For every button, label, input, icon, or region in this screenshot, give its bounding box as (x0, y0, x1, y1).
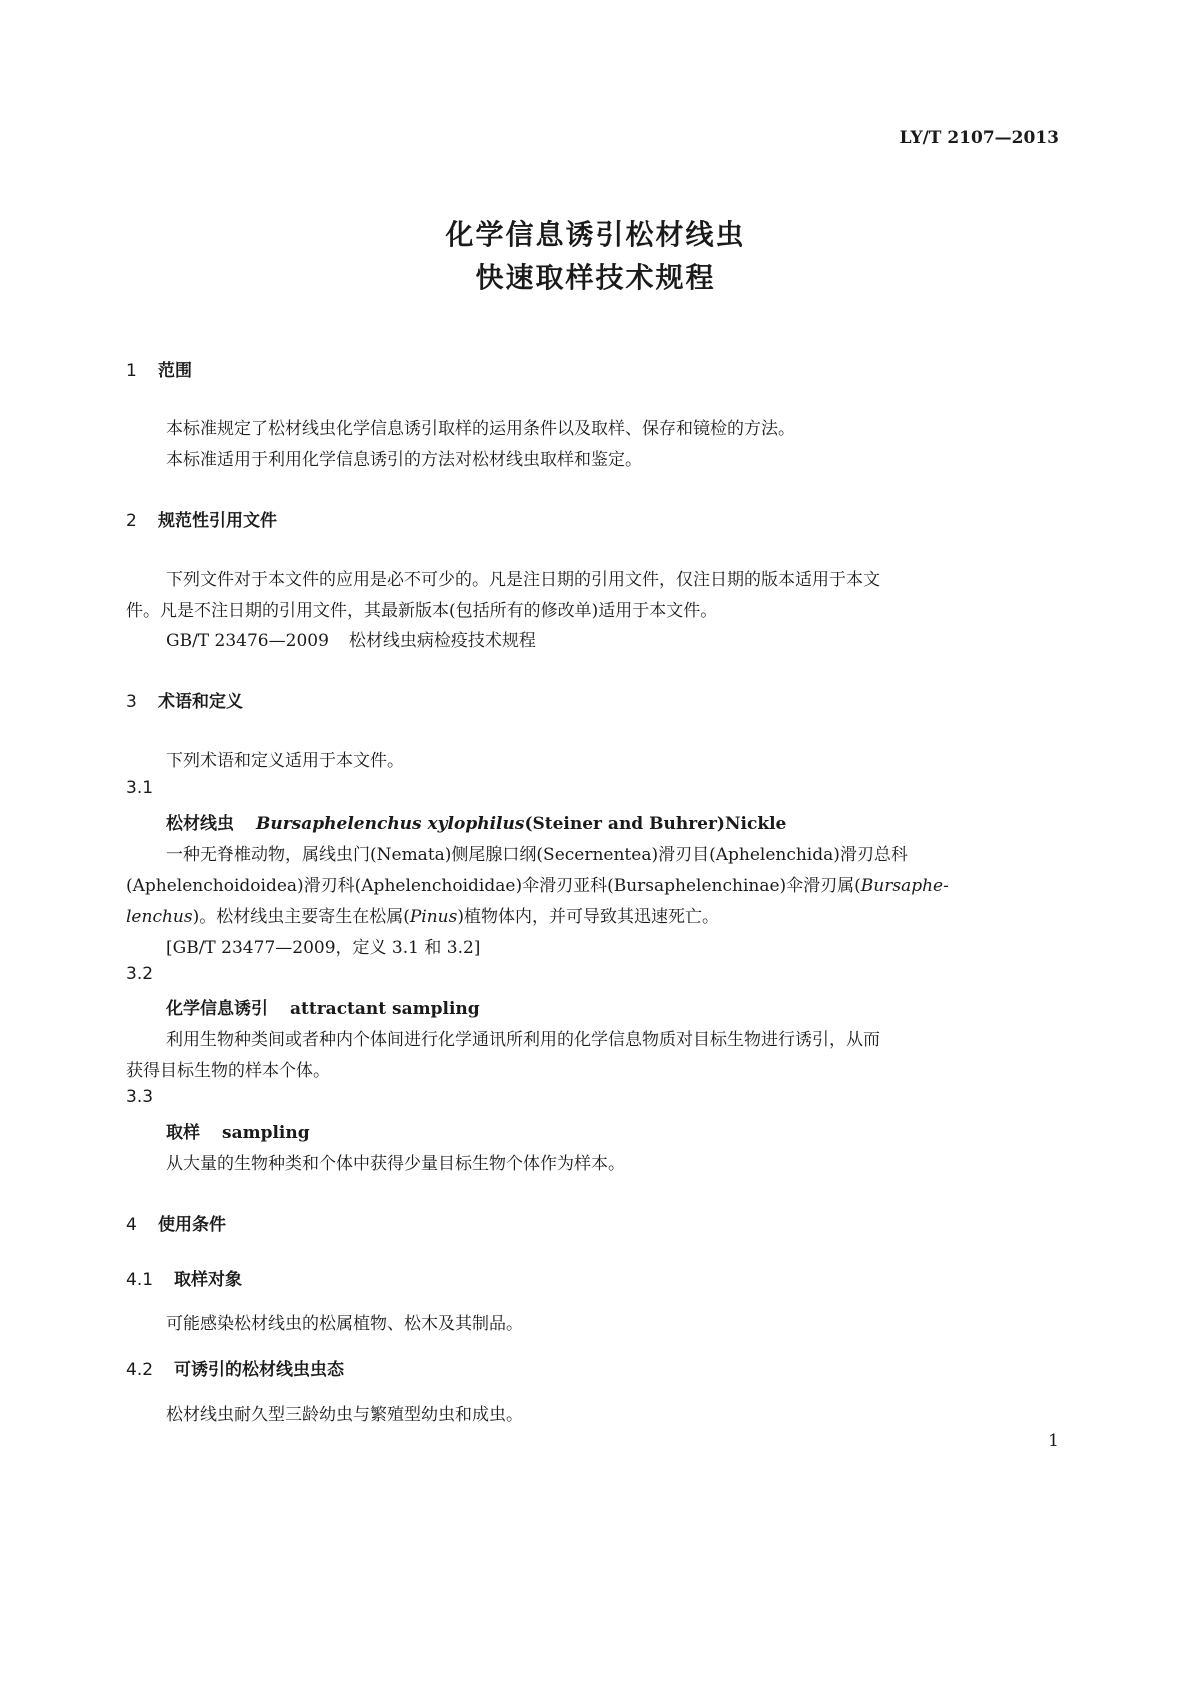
term-chinese: 松材线虫 (166, 814, 234, 834)
paragraph: 可能感染松材线虫的松属植物、松木及其制品。 (166, 1314, 523, 1334)
section-3-heading (126, 687, 243, 712)
definition-line: 从大量的生物种类和个体中获得少量目标生物个体作为样本。 (166, 1154, 625, 1174)
section-title: 术语和定义 (158, 692, 243, 712)
clause-title: 可诱引的松材线虫虫态 (174, 1360, 344, 1380)
section-number: 1 (126, 361, 137, 381)
paragraph: 本标准适用于利用化学信息诱引的方法对松材线虫取样和鉴定。 (166, 450, 642, 470)
term-latin-name: Bursaphelenchus xylophilus (256, 814, 525, 834)
clause-4-1-heading (126, 1265, 242, 1290)
definition-line: 获得目标生物的样本个体。 (126, 1061, 330, 1081)
paragraph: 下列术语和定义适用于本文件。 (166, 751, 404, 771)
definition-italic: lenchus (126, 907, 193, 927)
definition-italic: Bursaphe- (860, 876, 949, 896)
definition-text: (Aphelenchoidoidea)滑刃科(Aphelenchoididae)伞滑刃亚科(Bursaphelenchinae)伞滑刃属( (126, 876, 861, 896)
section-title: 使用条件 (158, 1215, 226, 1235)
clause-number: 4.2 (126, 1360, 154, 1380)
term-english: sampling (222, 1123, 310, 1143)
reference-code: GB/T 23476—2009 (166, 631, 329, 651)
definition-italic: Pinus (409, 907, 458, 927)
term-latin-authority: (Steiner and Buhrer)Nickle (524, 814, 787, 834)
term-heading (166, 1118, 310, 1143)
term-heading (166, 994, 480, 1019)
section-number: 2 (126, 511, 137, 531)
paragraph: 件。凡是不注日期的引用文件，其最新版本(包括所有的修改单)适用于本文件。 (126, 601, 718, 621)
definition-text: )。松材线虫主要寄生在松属( (192, 907, 410, 927)
section-2-heading (126, 506, 277, 531)
paragraph: 松材线虫耐久型三龄幼虫与繁殖型幼虫和成虫。 (166, 1405, 523, 1425)
definition-line (126, 902, 719, 927)
definition-source: [GB/T 23477—2009，定义 3.1 和 3.2] (166, 938, 481, 958)
document-title-line-2: 快速取样技术规程 (475, 261, 716, 294)
standard-number: LY/T 2107—2013 (899, 128, 1059, 148)
section-1-heading (126, 356, 192, 381)
clause-4-2-heading (126, 1355, 344, 1380)
section-number: 3 (126, 692, 137, 712)
clause-number: 4.1 (126, 1270, 154, 1290)
term-english: attractant sampling (290, 999, 480, 1019)
definition-line (126, 871, 949, 896)
clause-title: 取样对象 (174, 1270, 242, 1290)
section-number: 4 (126, 1215, 137, 1235)
term-chinese: 取样 (166, 1123, 200, 1143)
page-number: 1 (1048, 1431, 1059, 1451)
term-chinese: 化学信息诱引 (166, 999, 268, 1019)
section-title: 规范性引用文件 (158, 511, 277, 531)
document-title-line-1: 化学信息诱引松材线虫 (445, 218, 746, 251)
reference-title: 松材线虫病检疫技术规程 (348, 631, 536, 651)
term-number: 3.3 (126, 1087, 154, 1107)
normative-reference (166, 626, 536, 651)
definition-line: 一种无脊椎动物，属线虫门(Nemata)侧尾腺口纲(Secernentea)滑刃目(Aphelenchida)滑刃总科 (166, 845, 908, 865)
section-title: 范围 (158, 361, 192, 381)
paragraph: 本标准规定了松材线虫化学信息诱引取样的运用条件以及取样、保存和镜检的方法。 (166, 419, 795, 439)
paragraph: 下列文件对于本文件的应用是必不可少的。凡是注日期的引用文件，仅注日期的版本适用于本文 (166, 570, 880, 590)
definition-text: )植物体内，并可导致其迅速死亡。 (457, 907, 719, 927)
term-heading (166, 809, 786, 834)
term-number: 3.1 (126, 778, 154, 798)
definition-line: 利用生物种类间或者种内个体间进行化学通讯所利用的化学信息物质对目标生物进行诱引，从而 (166, 1030, 880, 1050)
term-number: 3.2 (126, 964, 154, 984)
section-4-heading (126, 1210, 226, 1235)
